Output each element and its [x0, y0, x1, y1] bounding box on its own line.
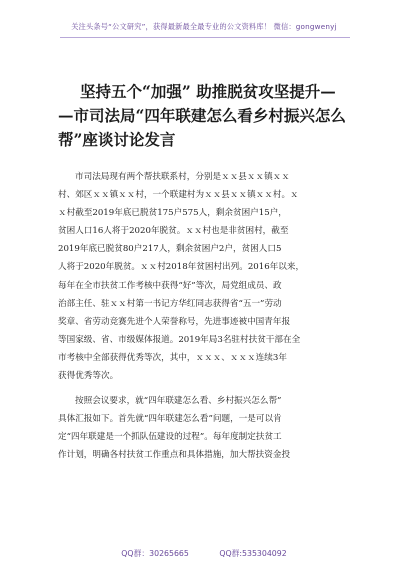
paragraph-line: 市司法局现有两个帮扶联系村，分别是ｘｘ县ｘｘ镇ｘｘ: [75, 172, 290, 182]
paragraph-line: 定“四年联建是一个抓队伍建设的过程”。每年度制定扶贫工: [58, 432, 282, 443]
footer-qq-group-2: QQ群:535304092: [219, 549, 287, 558]
paragraph-line: 获得优秀等次。: [58, 371, 119, 382]
paragraph-line: 2019年底已脱贫80户217人，剩余贫困户2户，贫困人口5: [58, 244, 282, 255]
paragraph-line: 奖章、省劳动竞赛先进个人荣誉称号，先进事迹被中国青年报: [58, 316, 291, 327]
paragraph-line: 人将于2020年脱贫。ｘｘ村2018年贫困村出列。2016年以来，: [58, 262, 305, 273]
footer-contact: [0, 548, 408, 559]
paragraph-line: 按照会议要求，就“四年联建怎么看、乡村振兴怎么帮”: [75, 396, 282, 407]
paragraph-line: 贫困人口16人将于2020年脱贫。ｘｘ村也是非贫困村，截至: [58, 226, 289, 237]
document-body: [58, 168, 358, 465]
document-title: [58, 80, 358, 152]
title-line-3: 帮”座谈讨论发言: [58, 130, 176, 149]
paragraph-line: 作计划，明确各村扶贫工作重点和具体措施，加大帮扶资金投: [58, 450, 291, 461]
paragraph-line: 市考核中全部获得优秀等次，其中，ｘｘｘ、ｘｘｘ连续3年: [58, 352, 287, 363]
paragraph-line: 等国家级、省、市级媒体报道。2019年局3名驻村扶贫干部在全: [58, 334, 301, 345]
paragraph-line: 每年在全市扶贫工作考核中获得“好”等次，局党组成员、政: [58, 280, 282, 291]
paragraph-2: [58, 392, 358, 464]
paragraph-line: 具体汇报如下。首先就“四年联建怎么看”问题，一是可以肯: [58, 414, 282, 425]
header-banner: 关注头条号“公文研究”，获得最新最全最专业的公文资料库！ 微信：gongwenyj: [71, 22, 337, 31]
title-line-1: 坚持五个“加强” 助推脱贫攻坚提升—: [80, 82, 336, 101]
footer-qq-group-1: QQ群：30265665: [121, 549, 189, 558]
title-line-2: —市司法局“四年联建怎么看乡村振兴怎么: [58, 106, 346, 125]
paragraph-line: 村、郊区ｘｘ镇ｘｘ村，一个联建村为ｘｘ县ｘｘ镇ｘｘ村。ｘ: [58, 190, 299, 201]
header-divider: [60, 37, 350, 38]
paragraph-1: [58, 168, 358, 385]
paragraph-line: ｘ村截至2019年底已脱贫175户575人，剩余贫困户15户，: [58, 208, 287, 219]
paragraph-line: 治部主任、驻ｘｘ村第一书记方华红同志获得省“五一”劳动: [58, 298, 282, 309]
